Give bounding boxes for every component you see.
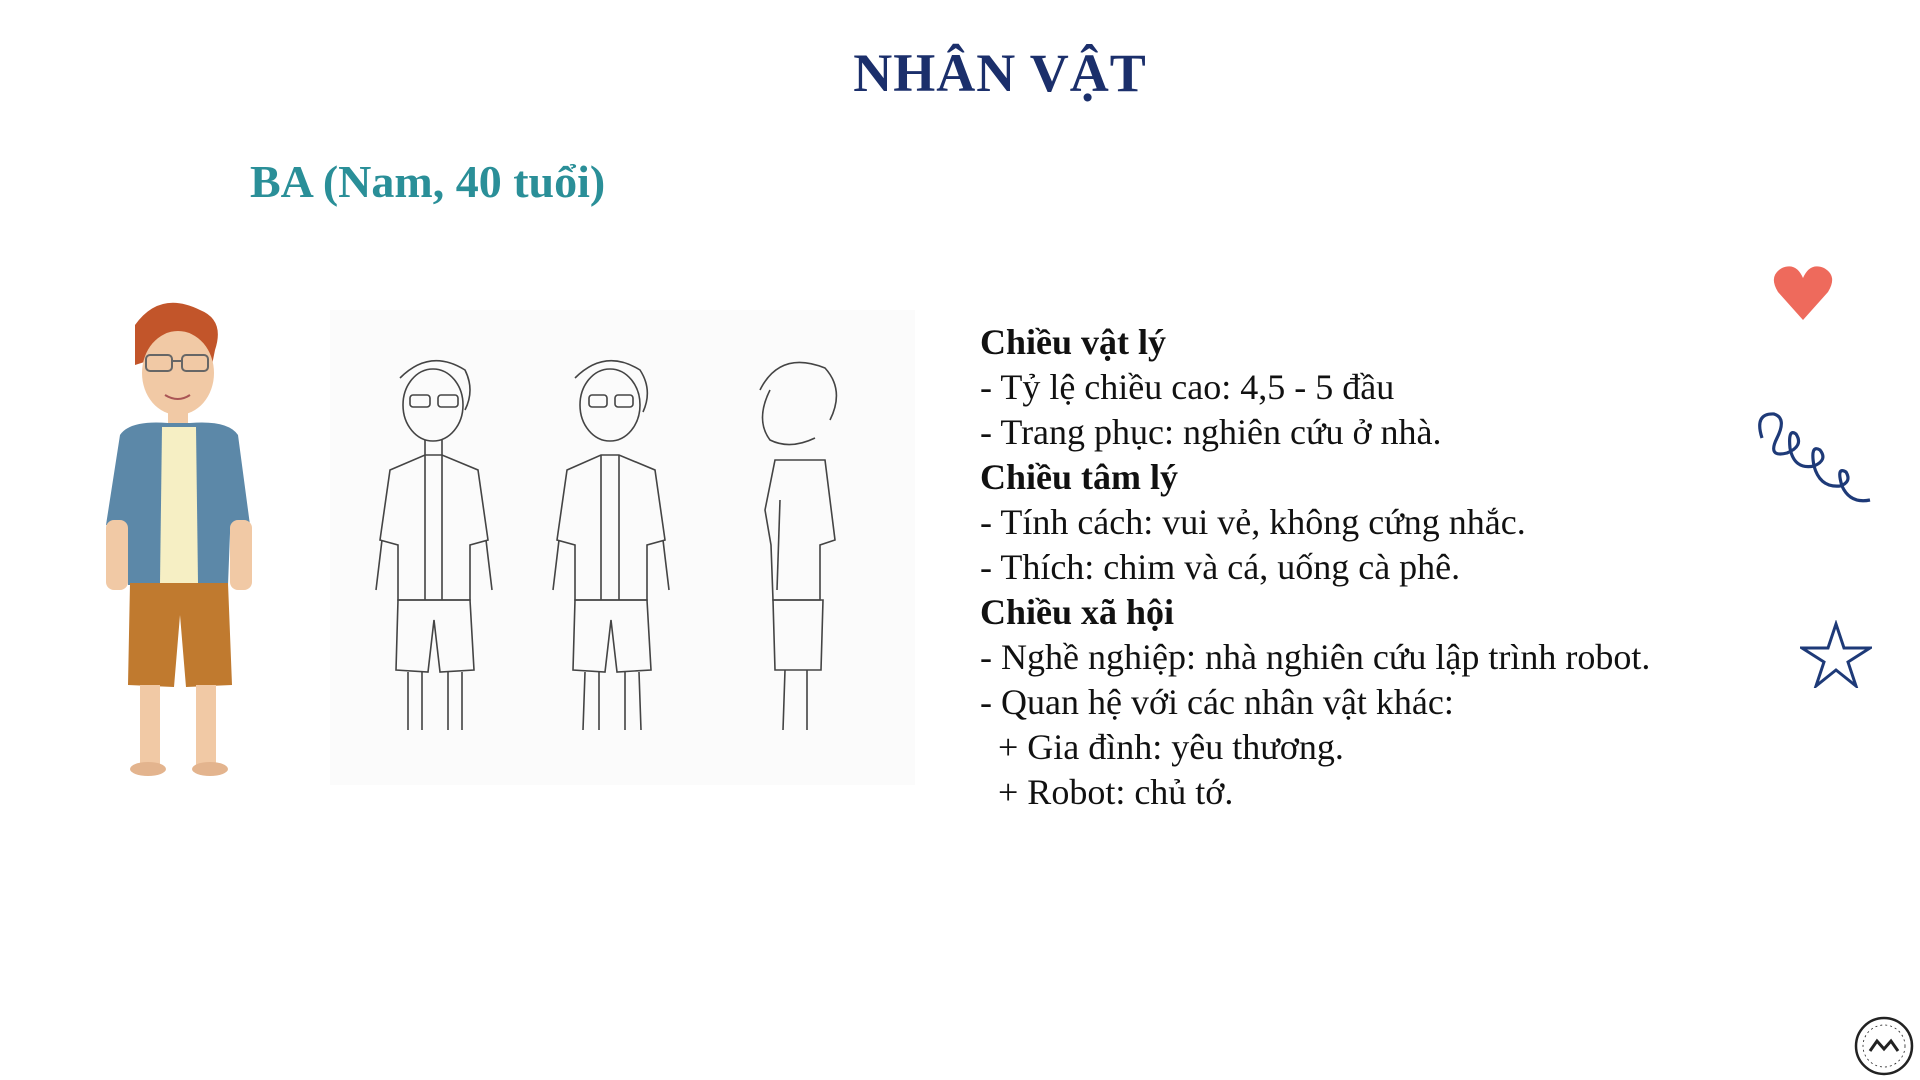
character-color-illustration (90, 295, 270, 795)
social-line-2: - Quan hệ với các nhân vật khác: (980, 682, 1454, 722)
section-heading-psychological: Chiều tâm lý (980, 457, 1178, 497)
social-line-4: + Robot: chủ tớ. (980, 772, 1234, 812)
sketch-front-view (370, 350, 500, 750)
character-heading: BA (Nam, 40 tuổi) (250, 156, 606, 207)
section-heading-physical: Chiều vật lý (980, 322, 1167, 362)
social-line-1: - Nghề nghiệp: nhà nghiên cứu lập trình robot. (980, 637, 1651, 677)
psychological-line-1: - Tính cách: vui vẻ, không cứng nhắc. (980, 502, 1526, 542)
slide-title: NHÂN VẬT (853, 43, 1147, 103)
social-line-3: + Gia đình: yêu thương. (980, 727, 1344, 767)
star-doodle (1800, 620, 1872, 688)
sketch-side-view (735, 350, 865, 750)
physical-line-1: - Tỷ lệ chiều cao: 4,5 - 5 đầu (980, 367, 1395, 407)
spiral-doodle (1752, 408, 1872, 518)
logo-badge (1853, 1015, 1915, 1077)
character-description (980, 320, 1740, 815)
psychological-line-2: - Thích: chim và cá, uống cà phê. (980, 547, 1461, 587)
physical-line-2: - Trang phục: nghiên cứu ở nhà. (980, 412, 1442, 452)
sketch-three-quarter-view (545, 350, 675, 750)
heart-icon (1770, 262, 1836, 322)
section-heading-social: Chiều xã hội (980, 592, 1175, 632)
